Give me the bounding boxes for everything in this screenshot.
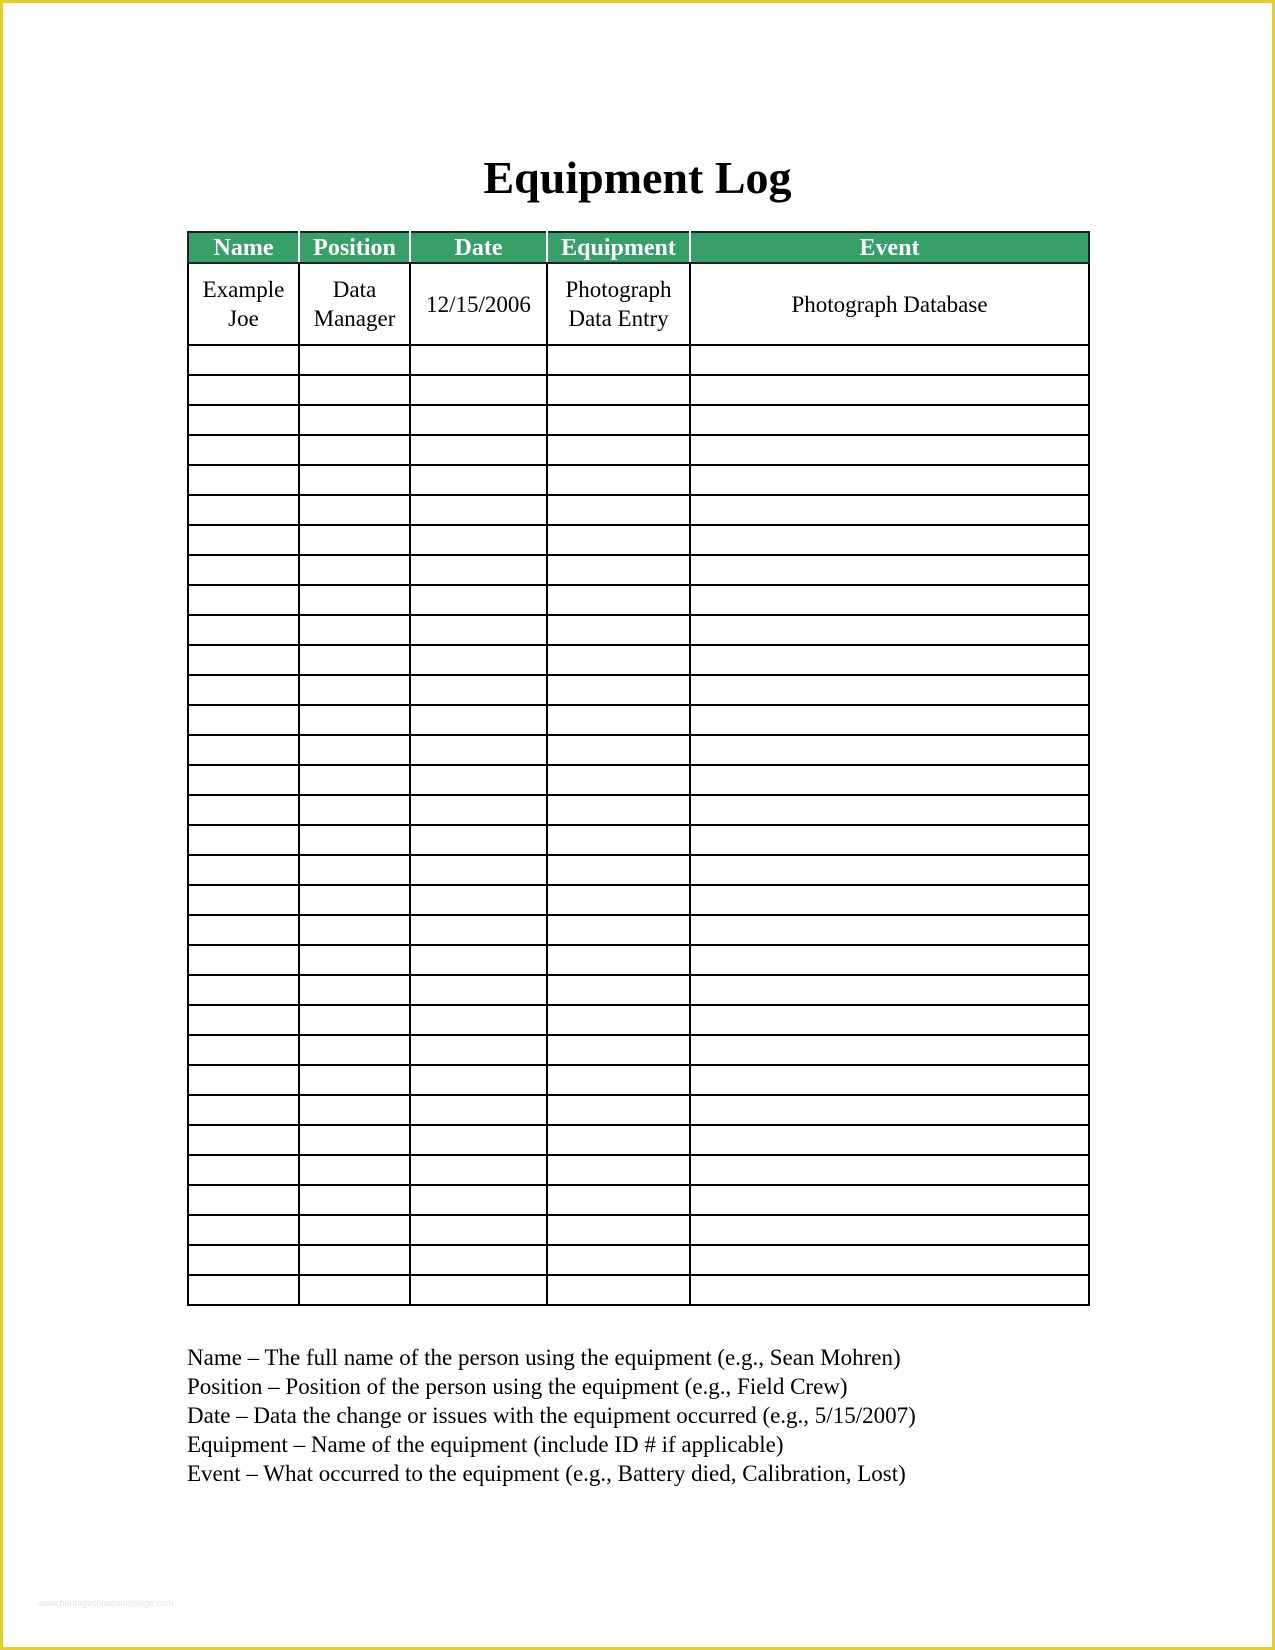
- blank-name-cell[interactable]: [188, 915, 299, 945]
- blank-equipment-cell[interactable]: [547, 1155, 690, 1185]
- field-legend: [187, 1343, 916, 1488]
- table-row: [188, 675, 1089, 705]
- table-row: [188, 1185, 1089, 1215]
- blank-name-cell[interactable]: [188, 1065, 299, 1095]
- example-position-line2: Manager: [313, 306, 396, 331]
- blank-date-cell[interactable]: [410, 495, 547, 525]
- header-date: Date: [410, 232, 547, 263]
- blank-name-cell[interactable]: [188, 1005, 299, 1035]
- blank-position-cell[interactable]: [299, 1125, 410, 1155]
- example-name-cell: [188, 263, 299, 345]
- legend-date: Date – Data the change or issues with the equipment occurred (e.g., 5/15/2007): [187, 1403, 916, 1428]
- blank-date-cell[interactable]: [410, 435, 547, 465]
- blank-event-cell[interactable]: [690, 855, 1089, 885]
- blank-position-cell[interactable]: [299, 795, 410, 825]
- example-position-line1: Data: [332, 277, 377, 302]
- blank-event-cell[interactable]: [690, 375, 1089, 405]
- blank-date-cell[interactable]: [410, 1215, 547, 1245]
- blank-date-cell[interactable]: [410, 1245, 547, 1275]
- blank-event-cell[interactable]: [690, 735, 1089, 765]
- blank-date-cell[interactable]: [410, 555, 547, 585]
- blank-event-cell[interactable]: [690, 945, 1089, 975]
- example-name-line2: Joe: [228, 306, 259, 331]
- blank-event-cell[interactable]: [690, 825, 1089, 855]
- blank-date-cell[interactable]: [410, 585, 547, 615]
- blank-event-cell[interactable]: [690, 885, 1089, 915]
- blank-name-cell[interactable]: [188, 885, 299, 915]
- blank-event-cell[interactable]: [690, 645, 1089, 675]
- blank-equipment-cell[interactable]: [547, 1245, 690, 1275]
- blank-event-cell[interactable]: [690, 525, 1089, 555]
- table-row: [188, 1155, 1089, 1185]
- blank-equipment-cell[interactable]: [547, 855, 690, 885]
- blank-date-cell[interactable]: [410, 1005, 547, 1035]
- table-row: [188, 555, 1089, 585]
- table-row: [188, 855, 1089, 885]
- blank-event-cell[interactable]: [690, 1155, 1089, 1185]
- blank-name-cell[interactable]: [188, 1215, 299, 1245]
- blank-position-cell[interactable]: [299, 975, 410, 1005]
- blank-equipment-cell[interactable]: [547, 765, 690, 795]
- blank-position-cell[interactable]: [299, 1245, 410, 1275]
- blank-date-cell[interactable]: [410, 945, 547, 975]
- blank-date-cell[interactable]: [410, 1035, 547, 1065]
- blank-date-cell[interactable]: [410, 1275, 547, 1305]
- blank-name-cell[interactable]: [188, 435, 299, 465]
- blank-event-cell[interactable]: [690, 1185, 1089, 1215]
- blank-position-cell[interactable]: [299, 1065, 410, 1095]
- example-equipment-line1: Photograph: [565, 277, 672, 302]
- blank-name-cell[interactable]: [188, 645, 299, 675]
- blank-event-cell[interactable]: [690, 765, 1089, 795]
- blank-date-cell[interactable]: [410, 345, 547, 375]
- blank-position-cell[interactable]: [299, 1005, 410, 1035]
- blank-position-cell[interactable]: [299, 585, 410, 615]
- blank-equipment-cell[interactable]: [547, 435, 690, 465]
- page-title: Equipment Log: [483, 152, 792, 203]
- legend-name: Name – The full name of the person using the equipment (e.g., Sean Mohren): [187, 1345, 901, 1370]
- blank-name-cell[interactable]: [188, 375, 299, 405]
- blank-event-cell[interactable]: [690, 1215, 1089, 1245]
- blank-name-cell[interactable]: [188, 705, 299, 735]
- blank-event-cell[interactable]: [690, 1245, 1089, 1275]
- blank-name-cell[interactable]: [188, 1095, 299, 1125]
- blank-equipment-cell[interactable]: [547, 465, 690, 495]
- header-position: Position: [299, 232, 410, 263]
- blank-equipment-cell[interactable]: [547, 1125, 690, 1155]
- table-row: [188, 645, 1089, 675]
- blank-date-cell[interactable]: [410, 1155, 547, 1185]
- blank-event-cell[interactable]: [690, 1125, 1089, 1155]
- blank-equipment-cell[interactable]: [547, 615, 690, 645]
- table-row: [188, 1275, 1089, 1305]
- blank-position-cell[interactable]: [299, 1035, 410, 1065]
- blank-name-cell[interactable]: [188, 945, 299, 975]
- blank-event-cell[interactable]: [690, 975, 1089, 1005]
- blank-name-cell[interactable]: [188, 585, 299, 615]
- table-row: [188, 915, 1089, 945]
- legend-equipment: Equipment – Name of the equipment (include ID # if applicable): [187, 1432, 784, 1457]
- table-row: [188, 525, 1089, 555]
- blank-position-cell[interactable]: [299, 1095, 410, 1125]
- table-row: [188, 435, 1089, 465]
- blank-equipment-cell[interactable]: [547, 1065, 690, 1095]
- table-row: [188, 345, 1089, 375]
- blank-date-cell[interactable]: [410, 405, 547, 435]
- blank-equipment-cell[interactable]: [547, 645, 690, 675]
- table-row: [188, 1125, 1089, 1155]
- table-row: [188, 735, 1089, 765]
- watermark: www.heritagechristiancollege.com: [38, 1598, 174, 1608]
- blank-equipment-cell[interactable]: [547, 795, 690, 825]
- header-name: Name: [188, 232, 299, 263]
- blank-position-cell[interactable]: [299, 1155, 410, 1185]
- blank-equipment-cell[interactable]: [547, 945, 690, 975]
- blank-equipment-cell[interactable]: [547, 585, 690, 615]
- table-row: [188, 705, 1089, 735]
- blank-position-cell[interactable]: [299, 375, 410, 405]
- blank-position-cell[interactable]: [299, 915, 410, 945]
- blank-equipment-cell[interactable]: [547, 705, 690, 735]
- table-row: [188, 825, 1089, 855]
- blank-position-cell[interactable]: [299, 435, 410, 465]
- blank-equipment-cell[interactable]: [547, 975, 690, 1005]
- blank-event-cell[interactable]: [690, 405, 1089, 435]
- blank-equipment-cell[interactable]: [547, 1005, 690, 1035]
- blank-name-cell[interactable]: [188, 405, 299, 435]
- blank-name-cell[interactable]: [188, 1275, 299, 1305]
- blank-event-cell[interactable]: [690, 1035, 1089, 1065]
- blank-date-cell[interactable]: [410, 885, 547, 915]
- blank-name-cell[interactable]: [188, 975, 299, 1005]
- blank-equipment-cell[interactable]: [547, 495, 690, 525]
- table-row: [188, 1065, 1089, 1095]
- blank-date-cell[interactable]: [410, 765, 547, 795]
- blank-name-cell[interactable]: [188, 1155, 299, 1185]
- blank-equipment-cell[interactable]: [547, 345, 690, 375]
- blank-equipment-cell[interactable]: [547, 915, 690, 945]
- blank-event-cell[interactable]: [690, 795, 1089, 825]
- blank-event-cell[interactable]: [690, 1005, 1089, 1035]
- blank-event-cell[interactable]: [690, 435, 1089, 465]
- table-row: [188, 585, 1089, 615]
- blank-name-cell[interactable]: [188, 1035, 299, 1065]
- blank-event-cell[interactable]: [690, 465, 1089, 495]
- table-row: [188, 1245, 1089, 1275]
- blank-event-cell[interactable]: [690, 615, 1089, 645]
- blank-name-cell[interactable]: [188, 795, 299, 825]
- blank-name-cell[interactable]: [188, 345, 299, 375]
- equipment-log-table: [187, 231, 1090, 1306]
- blank-name-cell[interactable]: [188, 735, 299, 765]
- blank-date-cell[interactable]: [410, 615, 547, 645]
- blank-date-cell[interactable]: [410, 375, 547, 405]
- blank-position-cell[interactable]: [299, 885, 410, 915]
- example-name-line1: Example: [202, 277, 285, 302]
- blank-event-cell[interactable]: [690, 915, 1089, 945]
- blank-equipment-cell[interactable]: [547, 1215, 690, 1245]
- blank-position-cell[interactable]: [299, 855, 410, 885]
- blank-position-cell[interactable]: [299, 555, 410, 585]
- blank-name-cell[interactable]: [188, 555, 299, 585]
- blank-date-cell[interactable]: [410, 855, 547, 885]
- blank-position-cell[interactable]: [299, 345, 410, 375]
- blank-name-cell[interactable]: [188, 495, 299, 525]
- table-row: [188, 945, 1089, 975]
- blank-date-cell[interactable]: [410, 1125, 547, 1155]
- blank-date-cell[interactable]: [410, 645, 547, 675]
- blank-name-cell[interactable]: [188, 765, 299, 795]
- blank-position-cell[interactable]: [299, 405, 410, 435]
- blank-event-cell[interactable]: [690, 1065, 1089, 1095]
- blank-event-cell[interactable]: [690, 495, 1089, 525]
- header-event: Event: [690, 232, 1089, 263]
- blank-position-cell[interactable]: [299, 645, 410, 675]
- blank-position-cell[interactable]: [299, 1275, 410, 1305]
- blank-equipment-cell[interactable]: [547, 735, 690, 765]
- blank-position-cell[interactable]: [299, 1185, 410, 1215]
- table-row: [188, 765, 1089, 795]
- blank-equipment-cell[interactable]: [547, 825, 690, 855]
- blank-date-cell[interactable]: [410, 1095, 547, 1125]
- blank-equipment-cell[interactable]: [547, 375, 690, 405]
- blank-equipment-cell[interactable]: [547, 885, 690, 915]
- blank-position-cell[interactable]: [299, 765, 410, 795]
- example-row: [188, 263, 1089, 345]
- table-row: [188, 1035, 1089, 1065]
- blank-name-cell[interactable]: [188, 525, 299, 555]
- blank-position-cell[interactable]: [299, 705, 410, 735]
- blank-position-cell[interactable]: [299, 825, 410, 855]
- table-row: [188, 885, 1089, 915]
- blank-position-cell[interactable]: [299, 675, 410, 705]
- table-row: [188, 795, 1089, 825]
- blank-date-cell[interactable]: [410, 525, 547, 555]
- example-equipment-line2: Data Entry: [568, 306, 669, 331]
- table-row: [188, 1005, 1089, 1035]
- blank-equipment-cell[interactable]: [547, 1095, 690, 1125]
- blank-name-cell[interactable]: [188, 675, 299, 705]
- example-event-cell: Photograph Database: [690, 263, 1089, 345]
- blank-date-cell[interactable]: [410, 1185, 547, 1215]
- blank-position-cell[interactable]: [299, 465, 410, 495]
- blank-event-cell[interactable]: [690, 585, 1089, 615]
- blank-equipment-cell[interactable]: [547, 555, 690, 585]
- blank-position-cell[interactable]: [299, 525, 410, 555]
- blank-event-cell[interactable]: [690, 1275, 1089, 1305]
- blank-name-cell[interactable]: [188, 1245, 299, 1275]
- blank-equipment-cell[interactable]: [547, 1185, 690, 1215]
- blank-date-cell[interactable]: [410, 675, 547, 705]
- table-row: [188, 975, 1089, 1005]
- blank-date-cell[interactable]: [410, 825, 547, 855]
- blank-name-cell[interactable]: [188, 1125, 299, 1155]
- blank-position-cell[interactable]: [299, 615, 410, 645]
- blank-event-cell[interactable]: [690, 555, 1089, 585]
- blank-equipment-cell[interactable]: [547, 1275, 690, 1305]
- table-row: [188, 465, 1089, 495]
- table-row: [188, 1095, 1089, 1125]
- blank-name-cell[interactable]: [188, 825, 299, 855]
- blank-position-cell[interactable]: [299, 945, 410, 975]
- blank-name-cell[interactable]: [188, 855, 299, 885]
- blank-position-cell[interactable]: [299, 495, 410, 525]
- blank-event-cell[interactable]: [690, 675, 1089, 705]
- blank-event-cell[interactable]: [690, 345, 1089, 375]
- blank-equipment-cell[interactable]: [547, 675, 690, 705]
- example-position-cell: [299, 263, 410, 345]
- blank-equipment-cell[interactable]: [547, 525, 690, 555]
- blank-event-cell[interactable]: [690, 1095, 1089, 1125]
- header-equipment: Equipment: [547, 232, 690, 263]
- blank-date-cell[interactable]: [410, 975, 547, 1005]
- blank-event-cell[interactable]: [690, 705, 1089, 735]
- example-date-cell: 12/15/2006: [410, 263, 547, 345]
- table-row: [188, 405, 1089, 435]
- table-row: [188, 1215, 1089, 1245]
- blank-position-cell[interactable]: [299, 735, 410, 765]
- blank-name-cell[interactable]: [188, 615, 299, 645]
- blank-date-cell[interactable]: [410, 915, 547, 945]
- legend-position: Position – Position of the person using the equipment (e.g., Field Crew): [187, 1374, 848, 1399]
- blank-date-cell[interactable]: [410, 465, 547, 495]
- example-equipment-cell: [547, 263, 690, 345]
- blank-date-cell[interactable]: [410, 735, 547, 765]
- blank-name-cell[interactable]: [188, 1185, 299, 1215]
- blank-date-cell[interactable]: [410, 1065, 547, 1095]
- blank-equipment-cell[interactable]: [547, 1035, 690, 1065]
- blank-equipment-cell[interactable]: [547, 405, 690, 435]
- blank-date-cell[interactable]: [410, 705, 547, 735]
- blank-date-cell[interactable]: [410, 795, 547, 825]
- table-row: [188, 615, 1089, 645]
- table-row: [188, 495, 1089, 525]
- blank-position-cell[interactable]: [299, 1215, 410, 1245]
- legend-event: Event – What occurred to the equipment (e.g., Battery died, Calibration, Lost): [187, 1461, 906, 1486]
- blank-name-cell[interactable]: [188, 465, 299, 495]
- header-row: [188, 232, 1089, 263]
- table-row: [188, 375, 1089, 405]
